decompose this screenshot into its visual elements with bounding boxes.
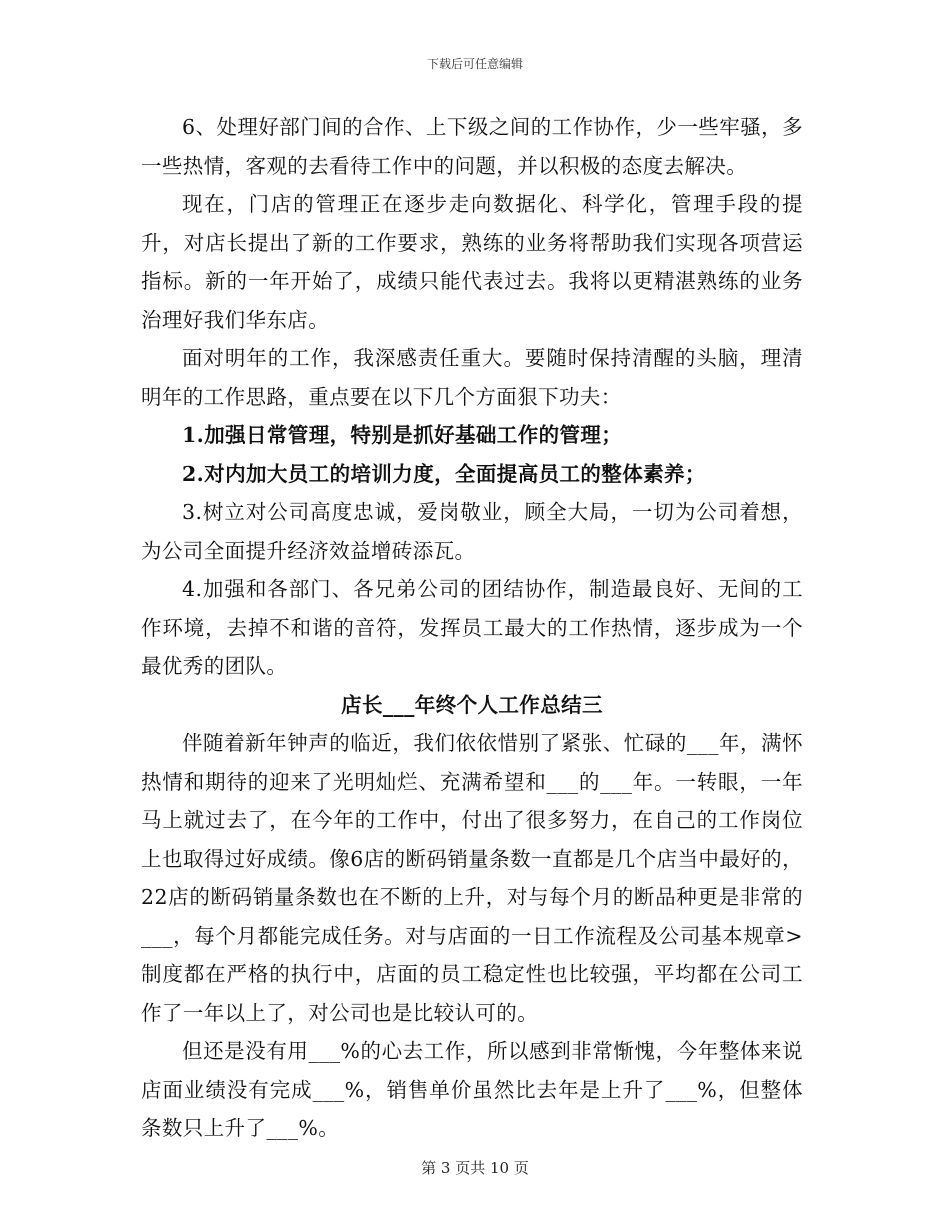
section-heading: 店长___年终个人工作总结三 — [341, 692, 603, 717]
paragraph-item-6: 6、处理好部门间的合作、上下级之间的工作协作，少一些牢骚，多一些热情，客观的去看待工作中的问题，并以积极的态度去解决。 — [141, 115, 803, 178]
paragraph-next-year-focus: 面对明年的工作，我深感责任重大。要随时保持清醒的头脑，理清明年的工作思路，重点要在以下几个方面狠下功夫： — [141, 346, 803, 409]
list-item-2: 2.对内加大员工的培训力度，全面提高员工的整体素养； — [182, 461, 706, 486]
paragraph-management-outlook: 现在，门店的管理正在逐步走向数据化、科学化，管理手段的提升，对店长提出了新的工作要求，熟练的业务将帮助我们实现各项营运指标。新的一年开始了，成绩只能代表过去。我将以更精湛熟练的业务治理好我们华东店。 — [141, 192, 803, 332]
page-header-note: 下载后可任意编辑 — [426, 57, 523, 71]
paragraph-year-review: 伴随着新年钟声的临近，我们依依惜别了紧张、忙碌的___年，满怀热情和期待的迎来了光明灿烂、充满希望和___的___年。一转眼，一年马上就过去了，在今年的工作中，付出了很多努力，在自己的工作岗位上也取得过好成绩。像6店的断码销量条数一直都是几个店当中最好的，22店的断码销量条数也在不断的上升，对与每个月的断品种更是非常的___，每个月都能完成任务。对与店面的一日工作流程及公司基本规章>制度都在严格的执行中，店面的员工稳定性也比较强，平均都在公司工作了一年以上了，对公司也是比较认可的。 — [141, 731, 803, 1025]
list-item-1: 1.加强日常管理，特别是抓好基础工作的管理； — [182, 423, 623, 447]
list-item-4: 4.加强和各部门、各兄弟公司的团结协作，制造最良好、无间的工作环境，去掉不和谐的音符，发挥员工最大的工作热情，逐步成为一个最优秀的团队。 — [141, 577, 803, 678]
paragraph-shortcomings: 但还是没有用___%的心去工作，所以感到非常惭愧，今年整体来说店面业绩没有完成___%，销售单价虽然比去年是上升了___%，但整体条数只上升了___%。 — [141, 1039, 803, 1140]
document-body — [141, 108, 803, 1148]
page-number: 第 3 页共 10 页 — [421, 1159, 529, 1177]
list-item-3: 3.树立对公司高度忠诚，爱岗敬业，顾全大局，一切为公司着想，为公司全面提升经济效益增砖添瓦。 — [141, 500, 803, 563]
